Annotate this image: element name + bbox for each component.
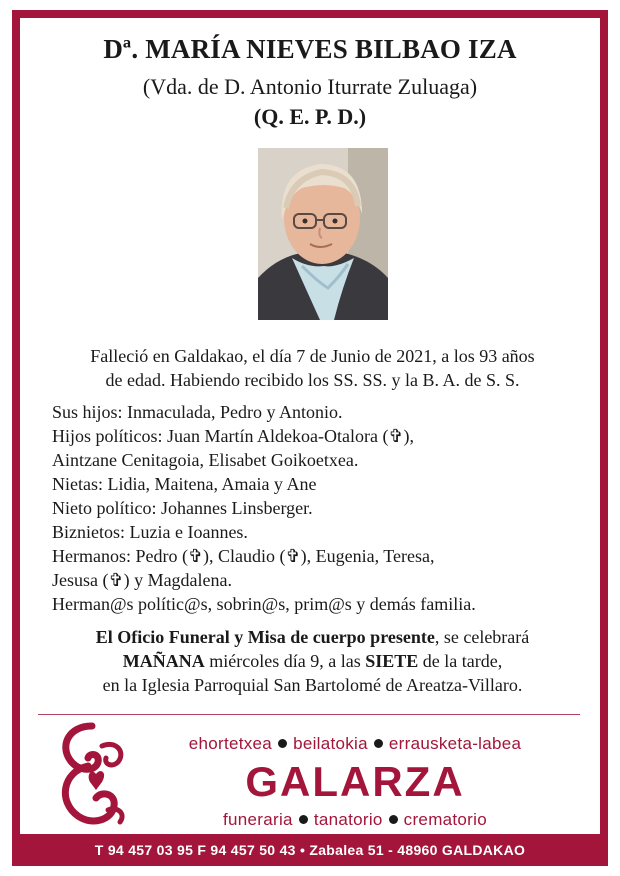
family-line: Biznietos: Luzia e Ioannes.	[52, 522, 248, 542]
qepd-line: (Q. E. P. D.)	[253, 104, 367, 129]
family-line: Herman@s polític@s, sobrin@s, prim@s y demás familia.	[52, 594, 476, 614]
ceremony-hour: SIETE	[365, 651, 419, 671]
portrait-illustration	[258, 148, 388, 320]
bullet-icon	[389, 815, 398, 824]
family-line: Jesusa (✞) y Magdalena.	[52, 570, 233, 590]
services-basque	[140, 734, 570, 754]
widow-of-line: (Vda. de D. Antonio Iturrate Zuluaga)	[142, 74, 478, 99]
ceremony-time-suffix: de la tarde,	[418, 651, 503, 671]
service-item: beilatokia	[293, 734, 368, 753]
family-line: Hermanos: Pedro (✞), Claudio (✞), Eugenia, Teresa,	[52, 546, 435, 566]
family-line: Hijos políticos: Juan Martín Aldekoa-Otalora (✞),	[52, 426, 415, 446]
service-item: tanatorio	[313, 810, 383, 829]
service-item: ehortetxea	[188, 734, 273, 753]
intro-line-1: Falleció en Galdakao, el día 7 de Junio de 2021, a los 93 años	[90, 346, 535, 366]
service-item: errausketa-labea	[388, 734, 522, 753]
services-spanish	[140, 810, 570, 830]
ceremony-title: El Oficio Funeral y Misa de cuerpo presente	[95, 627, 435, 647]
bullet-icon	[299, 815, 308, 824]
brand-name: GALARZA	[245, 758, 465, 805]
family-line: Nietas: Lidia, Maitena, Amaia y Ane	[52, 474, 317, 494]
contact-info: T 94 457 03 95 F 94 457 50 43 • Zabalea 51 - 48960 GALDAKAO	[94, 842, 526, 858]
ceremony-details	[40, 625, 585, 697]
ceremony-line-2	[40, 649, 585, 673]
ceremony-date: miércoles día 9, a las	[204, 651, 366, 671]
service-item: crematorio	[403, 810, 487, 829]
family-list	[52, 400, 582, 616]
portrait-photo	[258, 148, 388, 320]
intro-line-2: de edad. Habiendo recibido los SS. SS. y la B. A. de S. S.	[105, 370, 520, 390]
death-announcement	[40, 344, 585, 392]
bullet-icon	[374, 739, 383, 748]
service-item: funeraria	[223, 810, 293, 829]
deceased-name: Dª. MARÍA NIEVES BILBAO IZA	[103, 34, 517, 64]
ceremony-day: MAÑANA	[122, 651, 205, 671]
family-line: Aintzane Cenitagoia, Elisabet Goikoetxea.	[52, 450, 359, 470]
family-line: Nieto político: Johannes Linsberger.	[52, 498, 313, 518]
divider	[38, 714, 580, 715]
ceremony-line-1	[40, 625, 585, 649]
ceremony-line-3: en la Iglesia Parroquial San Bartolomé de Areatza-Villaro.	[102, 675, 523, 695]
bullet-icon	[278, 739, 287, 748]
family-line: Sus hijos: Inmaculada, Pedro y Antonio.	[52, 402, 343, 422]
contact-footer	[12, 834, 608, 866]
galarza-logo-icon	[52, 722, 132, 835]
ceremony-verb: , se celebrará	[434, 627, 530, 647]
